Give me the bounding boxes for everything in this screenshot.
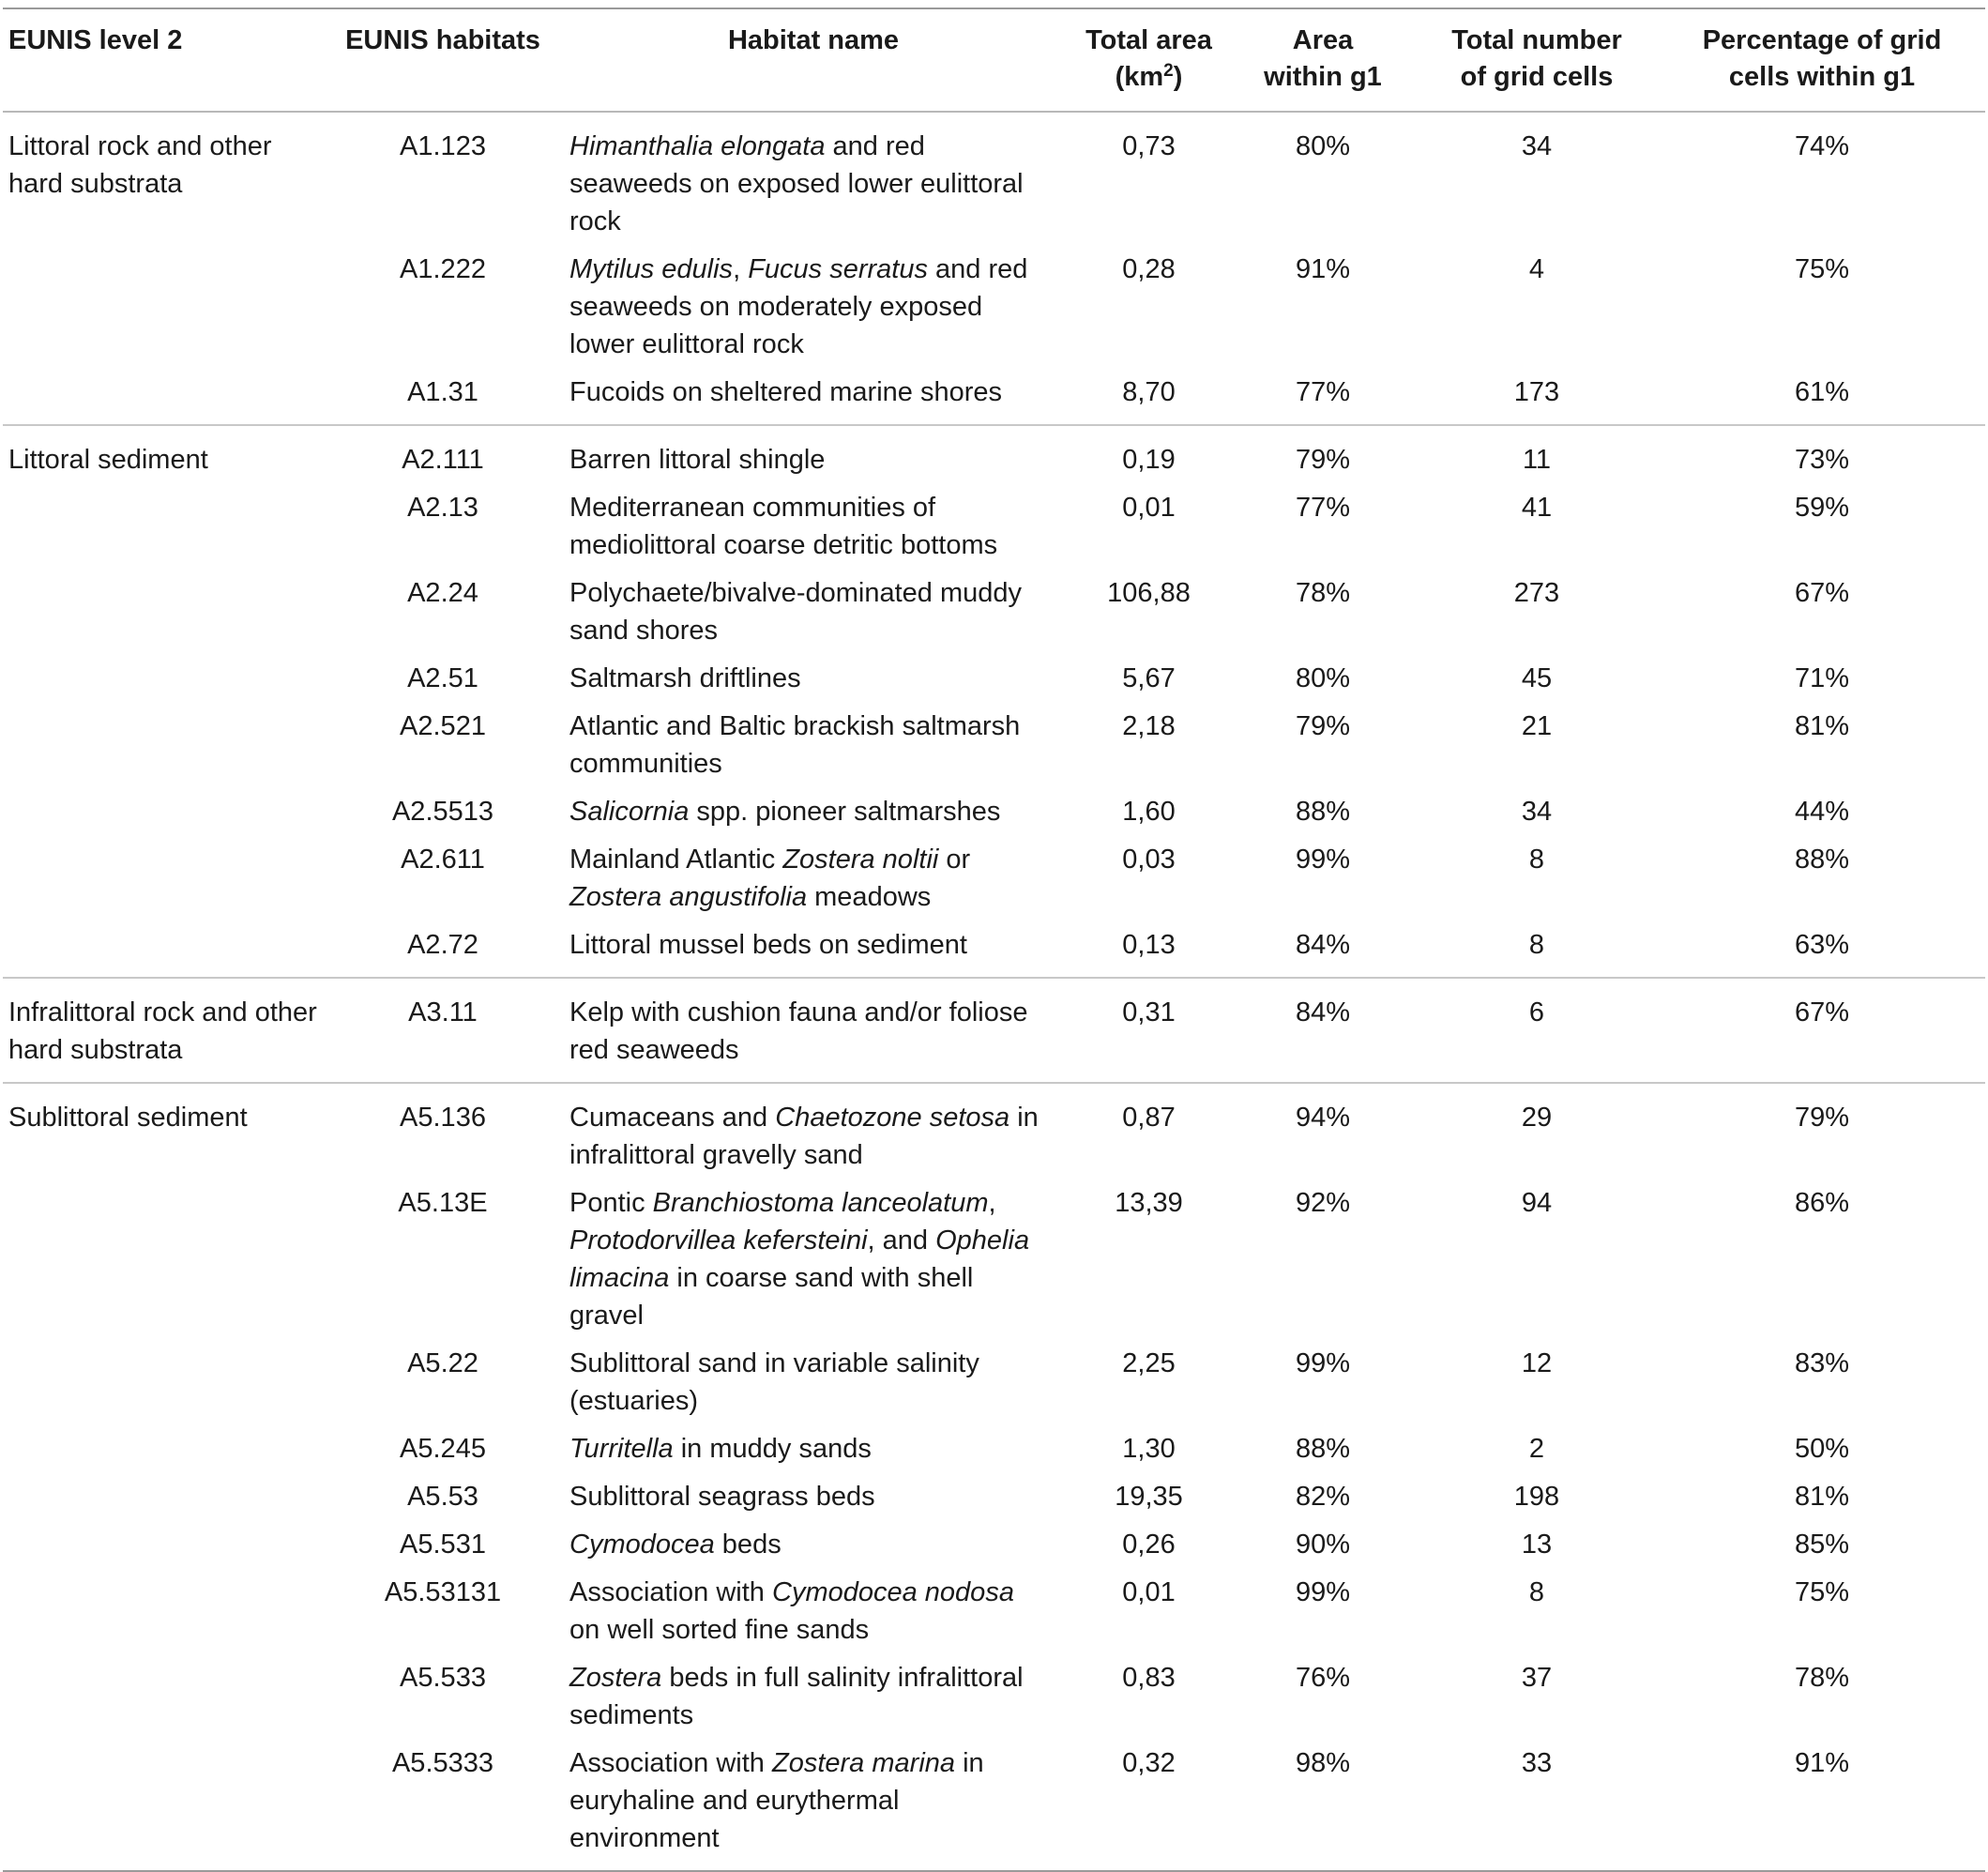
habitat-text: Sublittoral seagrass beds xyxy=(569,1482,875,1512)
cell-habitat-code: A1.31 xyxy=(326,370,560,425)
cell-area-within-g1: 90% xyxy=(1295,1530,1351,1560)
cell-habitat-code: A2.521 xyxy=(400,711,486,741)
cell-habitat-name xyxy=(560,485,1067,571)
cell-eunis-level2 xyxy=(3,1655,326,1741)
species-name: Zostera marina xyxy=(772,1748,956,1778)
table-row xyxy=(3,1083,1985,1180)
header-habitat-name xyxy=(560,8,1067,112)
header-row xyxy=(3,8,1985,112)
species-name: Zostera angustifolia xyxy=(569,882,808,912)
cell-percentage-grid-cells: 75% xyxy=(1794,1577,1850,1607)
habitat-text: in euryhaline and eurythermal environment xyxy=(569,1748,984,1853)
cell-area-within-g1: 99% xyxy=(1295,1577,1351,1607)
cell-eunis-level2 xyxy=(3,1474,326,1522)
cell-total-area: 0,03 xyxy=(1122,845,1176,875)
cell-habitat-code: A5.136 xyxy=(400,1103,486,1133)
cell-eunis-level2: Infralittoral rock and other hard substrata xyxy=(3,978,326,1083)
cell-percentage-grid-cells: 63% xyxy=(1659,922,1985,978)
cell-total-grid-cells: 34 xyxy=(1521,797,1553,827)
header-grid-cells-line1: Total number xyxy=(1451,25,1622,55)
table-row xyxy=(3,837,1985,922)
cell-eunis-level2: Littoral sediment xyxy=(8,445,208,475)
species-name: Zostera noltii xyxy=(782,845,939,875)
header-total-area-unit-post: ) xyxy=(1173,62,1183,92)
table-row xyxy=(3,978,1985,1083)
cell-habitat-name xyxy=(560,1083,1067,1180)
header-eunis-level2 xyxy=(3,8,326,112)
cell-total-grid-cells: 41 xyxy=(1521,493,1553,523)
header-grid-cells-line2: of grid cells xyxy=(1460,62,1614,92)
cell-total-area: 0,01 xyxy=(1122,1577,1176,1607)
cell-eunis-level2 xyxy=(3,1426,326,1474)
cell-eunis-level2 xyxy=(3,922,326,978)
cell-area-within-g1: 80% xyxy=(1295,663,1351,693)
cell-eunis-level2 xyxy=(3,789,326,837)
cell-habitat-name xyxy=(560,112,1067,247)
cell-area-within-g1: 94% xyxy=(1295,1103,1351,1133)
cell-percentage-grid-cells: 50% xyxy=(1794,1434,1850,1464)
habitat-text: beds in full salinity infralittoral sediments xyxy=(569,1663,1024,1730)
cell-area-within-g1: 84% xyxy=(1231,922,1415,978)
cell-total-grid-cells: 45 xyxy=(1521,663,1553,693)
cell-habitat-code: A5.245 xyxy=(400,1434,486,1464)
cell-area-within-g1: 88% xyxy=(1295,1434,1351,1464)
cell-percentage-grid-cells: 75% xyxy=(1794,254,1850,284)
header-area-within-line2: within g1 xyxy=(1264,62,1382,92)
cell-area-within-g1: 80% xyxy=(1295,131,1351,161)
cell-habitat-name xyxy=(560,704,1067,789)
cell-percentage-grid-cells: 91% xyxy=(1659,1741,1985,1871)
table-row xyxy=(3,112,1985,247)
cell-area-within-g1: 84% xyxy=(1231,978,1415,1083)
header-total-grid-cells xyxy=(1415,8,1659,112)
cell-eunis-level2: Littoral rock and other hard substrata xyxy=(8,131,272,199)
table-row xyxy=(3,1655,1985,1741)
habitat-text: in muddy sands xyxy=(673,1434,872,1464)
cell-eunis-level2 xyxy=(3,485,326,571)
cell-percentage-grid-cells: 86% xyxy=(1794,1188,1850,1218)
table-row xyxy=(3,425,1985,485)
cell-habitat-code: A3.11 xyxy=(326,978,560,1083)
cell-habitat-name xyxy=(560,571,1067,656)
habitat-text: Cumaceans and xyxy=(569,1103,776,1133)
cell-habitat-name xyxy=(560,1741,1067,1871)
cell-total-grid-cells: 29 xyxy=(1521,1103,1553,1133)
cell-habitat-name xyxy=(560,656,1067,704)
cell-total-area: 13,39 xyxy=(1115,1188,1183,1218)
cell-total-grid-cells: 94 xyxy=(1521,1188,1553,1218)
table-row xyxy=(3,1570,1985,1655)
cell-percentage-grid-cells: 71% xyxy=(1794,663,1850,693)
cell-total-grid-cells: 34 xyxy=(1521,131,1553,161)
table-row xyxy=(3,922,1985,978)
cell-habitat-name xyxy=(560,425,1067,485)
habitat-text: Sublittoral sand in variable salinity (estuaries) xyxy=(569,1348,979,1416)
cell-habitat-code: A2.72 xyxy=(326,922,560,978)
habitat-text: Polychaete/bivalve-dominated muddy sand shores xyxy=(569,578,1022,646)
cell-total-area: 1,30 xyxy=(1122,1434,1176,1464)
table-row xyxy=(3,485,1985,571)
cell-percentage-grid-cells: 79% xyxy=(1794,1103,1850,1133)
cell-percentage-grid-cells: 83% xyxy=(1794,1348,1850,1378)
cell-total-area: 0,87 xyxy=(1122,1103,1176,1133)
cell-habitat-code: A1.123 xyxy=(400,131,486,161)
header-habitat-name-label: Habitat name xyxy=(727,25,900,55)
species-name: Chaetozone setosa xyxy=(775,1103,1010,1133)
cell-total-area: 2,25 xyxy=(1122,1348,1176,1378)
cell-area-within-g1: 98% xyxy=(1231,1741,1415,1871)
habitat-text: beds xyxy=(714,1530,782,1560)
cell-percentage-grid-cells: 67% xyxy=(1659,978,1985,1083)
cell-habitat-code: A5.13E xyxy=(398,1188,488,1218)
cell-eunis-level2 xyxy=(3,1570,326,1655)
cell-total-grid-cells: 2 xyxy=(1528,1434,1545,1464)
habitat-text: in coarse sand with shell gravel xyxy=(569,1263,974,1331)
cell-total-grid-cells: 11 xyxy=(1522,445,1552,475)
header-area-within-g1 xyxy=(1231,8,1415,112)
table-body xyxy=(3,112,1985,1871)
table-row xyxy=(3,1522,1985,1570)
cell-total-grid-cells: 8 xyxy=(1528,845,1545,875)
cell-eunis-level2 xyxy=(3,1522,326,1570)
cell-percentage-grid-cells: 73% xyxy=(1794,445,1850,475)
cell-habitat-code: A5.53 xyxy=(407,1482,478,1512)
header-eunis-level2-label: EUNIS level 2 xyxy=(8,25,183,55)
cell-habitat-name xyxy=(560,789,1067,837)
cell-area-within-g1: 77% xyxy=(1295,493,1351,523)
cell-area-within-g1: 92% xyxy=(1295,1188,1351,1218)
cell-habitat-code: A2.5513 xyxy=(391,797,494,827)
cell-habitat-name xyxy=(560,1570,1067,1655)
cell-total-area: 0,19 xyxy=(1122,445,1176,475)
cell-total-area: 0,26 xyxy=(1122,1530,1176,1560)
cell-percentage-grid-cells: 88% xyxy=(1794,845,1850,875)
table-row xyxy=(3,571,1985,656)
table-row xyxy=(3,247,1985,370)
cell-habitat-name xyxy=(560,1426,1067,1474)
header-total-area-sup: 2 xyxy=(1163,61,1174,81)
cell-percentage-grid-cells: 85% xyxy=(1794,1530,1850,1560)
cell-total-area: 8,70 xyxy=(1067,370,1231,425)
cell-eunis-level2 xyxy=(3,837,326,922)
habitat-text: , xyxy=(733,254,749,284)
cell-eunis-level2 xyxy=(3,704,326,789)
cell-total-area: 0,28 xyxy=(1122,254,1176,284)
cell-total-area: 106,88 xyxy=(1107,578,1191,608)
header-percentage-grid-cells xyxy=(1659,8,1985,112)
cell-total-grid-cells: 8 xyxy=(1415,922,1659,978)
table-row xyxy=(3,1474,1985,1522)
species-name: Salicornia xyxy=(569,797,690,827)
cell-area-within-g1: 79% xyxy=(1295,445,1351,475)
habitat-text: and red seaweeds on moderately exposed lower eulittoral rock xyxy=(569,254,1028,359)
cell-area-within-g1: 88% xyxy=(1295,797,1351,827)
cell-eunis-level2 xyxy=(3,1741,326,1871)
habitat-text: Mainland Atlantic xyxy=(569,845,783,875)
habitat-text: Kelp with cushion fauna and/or foliose red seaweeds xyxy=(569,997,1028,1065)
cell-total-grid-cells: 37 xyxy=(1521,1663,1553,1693)
habitat-text: Association with xyxy=(569,1748,772,1778)
header-total-area-unit-pre: (km xyxy=(1115,62,1164,92)
cell-habitat-name xyxy=(560,1655,1067,1741)
cell-total-grid-cells: 33 xyxy=(1415,1741,1659,1871)
cell-habitat-name xyxy=(560,247,1067,370)
table-row xyxy=(3,704,1985,789)
cell-total-area: 0,32 xyxy=(1067,1741,1231,1871)
cell-eunis-level2 xyxy=(3,370,326,425)
cell-total-grid-cells: 8 xyxy=(1528,1577,1545,1607)
habitat-text: and red seaweeds on exposed lower eulittoral rock xyxy=(569,131,1024,236)
species-name: Protodorvillea kefersteini xyxy=(569,1225,868,1256)
cell-habitat-code: A1.222 xyxy=(400,254,486,284)
habitat-text: Fucoids on sheltered marine shores xyxy=(569,377,1003,407)
habitat-text: Mediterranean communities of mediolittoral coarse detritic bottoms xyxy=(569,493,998,560)
cell-total-grid-cells: 12 xyxy=(1521,1348,1553,1378)
cell-habitat-code: A2.13 xyxy=(407,493,478,523)
cell-percentage-grid-cells: 74% xyxy=(1794,131,1850,161)
habitat-text: or xyxy=(938,845,971,875)
header-eunis-habitats xyxy=(326,8,560,112)
cell-habitat-name xyxy=(560,922,1067,978)
species-name: Turritella xyxy=(569,1434,674,1464)
species-name: Branchiostoma lanceolatum xyxy=(652,1188,989,1218)
cell-habitat-code: A5.531 xyxy=(400,1530,486,1560)
cell-habitat-code: A2.111 xyxy=(402,445,484,475)
cell-total-area: 0,01 xyxy=(1122,493,1176,523)
cell-total-grid-cells: 198 xyxy=(1513,1482,1560,1512)
header-area-within-line1: Area xyxy=(1292,25,1354,55)
cell-area-within-g1: 77% xyxy=(1231,370,1415,425)
cell-total-area: 2,18 xyxy=(1122,711,1176,741)
cell-area-within-g1: 79% xyxy=(1295,711,1351,741)
cell-habitat-name xyxy=(560,1341,1067,1426)
species-name: Cymodocea xyxy=(569,1530,715,1560)
cell-eunis-level2 xyxy=(3,571,326,656)
habitat-text: Pontic xyxy=(569,1188,653,1218)
cell-percentage-grid-cells: 44% xyxy=(1794,797,1850,827)
header-total-area xyxy=(1067,8,1231,112)
header-pct-cells-line1: Percentage of grid xyxy=(1702,25,1942,55)
habitat-text: , and xyxy=(867,1225,936,1256)
table-row xyxy=(3,789,1985,837)
table-row xyxy=(3,1341,1985,1426)
habitat-text: in infralittoral gravelly sand xyxy=(569,1103,1039,1170)
species-name: Mytilus edulis xyxy=(569,254,734,284)
cell-area-within-g1: 76% xyxy=(1295,1663,1351,1693)
cell-eunis-level2 xyxy=(3,1341,326,1426)
habitat-text: Association with xyxy=(569,1577,772,1607)
habitat-text: , xyxy=(988,1188,996,1218)
cell-eunis-level2: Sublittoral sediment xyxy=(8,1103,248,1133)
cell-percentage-grid-cells: 81% xyxy=(1794,1482,1850,1512)
species-name: Zostera xyxy=(569,1663,662,1693)
cell-total-grid-cells: 273 xyxy=(1513,578,1560,608)
habitat-text: meadows xyxy=(807,882,932,912)
habitat-text: Atlantic and Baltic brackish saltmarsh communities xyxy=(569,711,1021,779)
cell-habitat-code: A2.51 xyxy=(407,663,478,693)
species-name: Fucus serratus xyxy=(748,254,928,284)
species-name: Cymodocea nodosa xyxy=(772,1577,1014,1607)
species-name: Himanthalia elongata xyxy=(569,131,826,161)
table-row xyxy=(3,1741,1985,1871)
cell-habitat-code: A5.22 xyxy=(407,1348,478,1378)
cell-habitat-name xyxy=(560,1522,1067,1570)
cell-total-grid-cells: 173 xyxy=(1415,370,1659,425)
header-pct-cells-line2: cells within g1 xyxy=(1728,62,1916,92)
cell-total-area: 1,60 xyxy=(1122,797,1176,827)
cell-habitat-name xyxy=(560,978,1067,1083)
cell-total-area: 0,31 xyxy=(1067,978,1231,1083)
cell-area-within-g1: 99% xyxy=(1295,845,1351,875)
cell-area-within-g1: 78% xyxy=(1295,578,1351,608)
cell-total-area: 0,13 xyxy=(1067,922,1231,978)
table-row xyxy=(3,656,1985,704)
cell-eunis-level2 xyxy=(3,247,326,370)
cell-habitat-name xyxy=(560,1474,1067,1522)
cell-total-area: 0,83 xyxy=(1122,1663,1176,1693)
table-row xyxy=(3,1180,1985,1341)
cell-area-within-g1: 82% xyxy=(1295,1482,1351,1512)
cell-total-grid-cells: 4 xyxy=(1528,254,1545,284)
habitat-text: on well sorted fine sands xyxy=(569,1615,870,1645)
cell-total-area: 0,73 xyxy=(1122,131,1176,161)
cell-eunis-level2 xyxy=(3,1180,326,1341)
cell-area-within-g1: 91% xyxy=(1295,254,1351,284)
habitat-text: Saltmarsh driftlines xyxy=(569,663,801,693)
cell-habitat-name xyxy=(560,370,1067,425)
cell-habitat-code: A5.5333 xyxy=(326,1741,560,1871)
habitat-text: Barren littoral shingle xyxy=(569,445,826,475)
habitat-table xyxy=(3,8,1985,1872)
cell-percentage-grid-cells: 67% xyxy=(1794,578,1850,608)
species-name: Ophelia limacina xyxy=(569,1225,1030,1293)
cell-percentage-grid-cells: 61% xyxy=(1659,370,1985,425)
cell-percentage-grid-cells: 78% xyxy=(1794,1663,1850,1693)
habitat-text: Littoral mussel beds on sediment xyxy=(569,930,967,960)
header-eunis-habitats-label: EUNIS habitats xyxy=(345,25,540,55)
habitat-text: spp. pioneer saltmarshes xyxy=(689,797,1001,827)
cell-habitat-code: A5.533 xyxy=(400,1663,486,1693)
cell-habitat-code: A5.53131 xyxy=(384,1577,502,1607)
table-row xyxy=(3,370,1985,425)
header-total-area-line1: Total area xyxy=(1085,25,1212,55)
cell-total-area: 5,67 xyxy=(1122,663,1176,693)
cell-area-within-g1: 99% xyxy=(1295,1348,1351,1378)
cell-total-grid-cells: 13 xyxy=(1521,1530,1553,1560)
cell-habitat-name xyxy=(560,1180,1067,1341)
cell-percentage-grid-cells: 81% xyxy=(1794,711,1850,741)
cell-eunis-level2 xyxy=(3,656,326,704)
table-row xyxy=(3,1426,1985,1474)
cell-habitat-name xyxy=(560,837,1067,922)
cell-total-grid-cells: 21 xyxy=(1521,711,1553,741)
cell-habitat-code: A2.24 xyxy=(407,578,478,608)
table-header xyxy=(3,8,1985,112)
cell-percentage-grid-cells: 59% xyxy=(1794,493,1850,523)
cell-habitat-code: A2.611 xyxy=(401,845,485,875)
cell-total-grid-cells: 6 xyxy=(1415,978,1659,1083)
cell-total-area: 19,35 xyxy=(1115,1482,1183,1512)
